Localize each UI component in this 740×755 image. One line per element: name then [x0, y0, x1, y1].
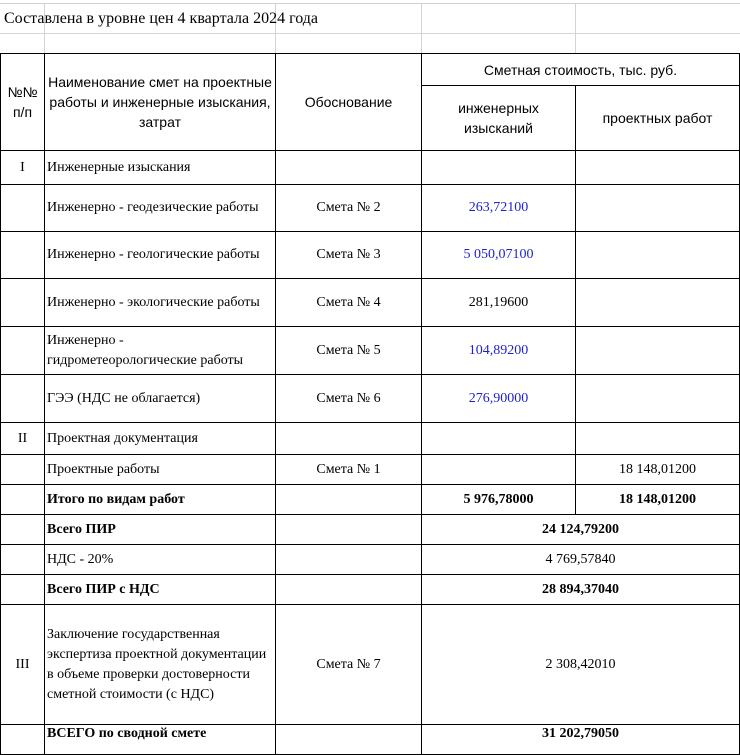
total-with-vat-row [1, 575, 740, 605]
estimate-ref: Смета № 2 [276, 185, 422, 232]
work-name: Инженерно - геодезические работы [45, 185, 276, 232]
section-row [1, 151, 740, 185]
total-with-vat-label: Всего ПИР с НДС [45, 575, 276, 605]
survey-cost: 263,72100 [422, 185, 576, 232]
survey-cost: 281,19600 [422, 279, 576, 327]
header-name: Наименование смет на проектные работы и инженерные изыскания, затрат [45, 54, 276, 151]
table-row [1, 455, 740, 485]
section-row [1, 423, 740, 455]
estimate-ref: Смета № 7 [276, 605, 422, 725]
sheet-gridline [575, 3, 576, 53]
work-name: ГЭЭ (НДС не облагается) [45, 375, 276, 423]
work-name: Инженерно - геологические работы [45, 232, 276, 279]
survey-cost: 104,89200 [422, 327, 576, 375]
table-row [1, 375, 740, 423]
table-row [1, 232, 740, 279]
sheet-gridline [421, 3, 422, 53]
header-survey: инженерных изысканий [422, 86, 576, 151]
estimate-table [0, 53, 740, 755]
subtotal-design: 18 148,01200 [576, 485, 740, 515]
table-row [1, 327, 740, 375]
vat-label: НДС - 20% [45, 545, 276, 575]
table-row [1, 279, 740, 327]
expertise-cost: 2 308,42010 [422, 605, 740, 725]
estimate-ref: Смета № 6 [276, 375, 422, 423]
section-title: Инженерные изыскания [45, 151, 276, 185]
work-name: Инженерно - гидрометеорологические работы [45, 327, 276, 375]
vat-value: 4 769,57840 [422, 545, 740, 575]
subtotal-label: Итого по видам работ [45, 485, 276, 515]
design-cost: 18 148,01200 [576, 455, 740, 485]
section-number: III [1, 605, 45, 725]
section-number: I [1, 151, 45, 185]
sheet-top-edge [0, 0, 740, 4]
header-basis: Обоснование [276, 54, 422, 151]
section-number: II [1, 423, 45, 455]
estimate-ref: Смета № 1 [276, 455, 422, 485]
work-name: Проектные работы [45, 455, 276, 485]
work-name: Инженерно - экологические работы [45, 279, 276, 327]
header-row [1, 54, 740, 86]
subtotal-row [1, 485, 740, 515]
total-label: Всего ПИР [45, 515, 276, 545]
table-row [1, 185, 740, 232]
survey-cost: 276,90000 [422, 375, 576, 423]
survey-cost: 5 050,07100 [422, 232, 576, 279]
section-row [1, 605, 740, 725]
price-level-caption: Составлена в уровне цен 4 квартала 2024 года [4, 10, 319, 27]
section-title: Проектная документация [45, 423, 276, 455]
estimate-ref: Смета № 3 [276, 232, 422, 279]
total-value: 24 124,79200 [422, 515, 740, 545]
subtotal-survey: 5 976,78000 [422, 485, 576, 515]
expertise-description: Заключение государственная экспертиза проектной документации в объеме проверки достоверности сметной стоимости (с НДС) [45, 605, 276, 725]
header-cost-group: Сметная стоимость, тыс. руб. [422, 54, 740, 86]
sheet-gridline [0, 33, 740, 34]
estimate-ref: Смета № 4 [276, 279, 422, 327]
vat-row [1, 545, 740, 575]
header-design: проектных работ [576, 86, 740, 151]
header-num: №№ п/п [1, 54, 45, 151]
estimate-ref: Смета № 5 [276, 327, 422, 375]
total-with-vat-value: 28 894,37040 [422, 575, 740, 605]
grand-total-value: 31 202,79050 [422, 725, 740, 755]
grand-total-label: ВСЕГО по сводной смете [45, 725, 276, 755]
total-row [1, 515, 740, 545]
